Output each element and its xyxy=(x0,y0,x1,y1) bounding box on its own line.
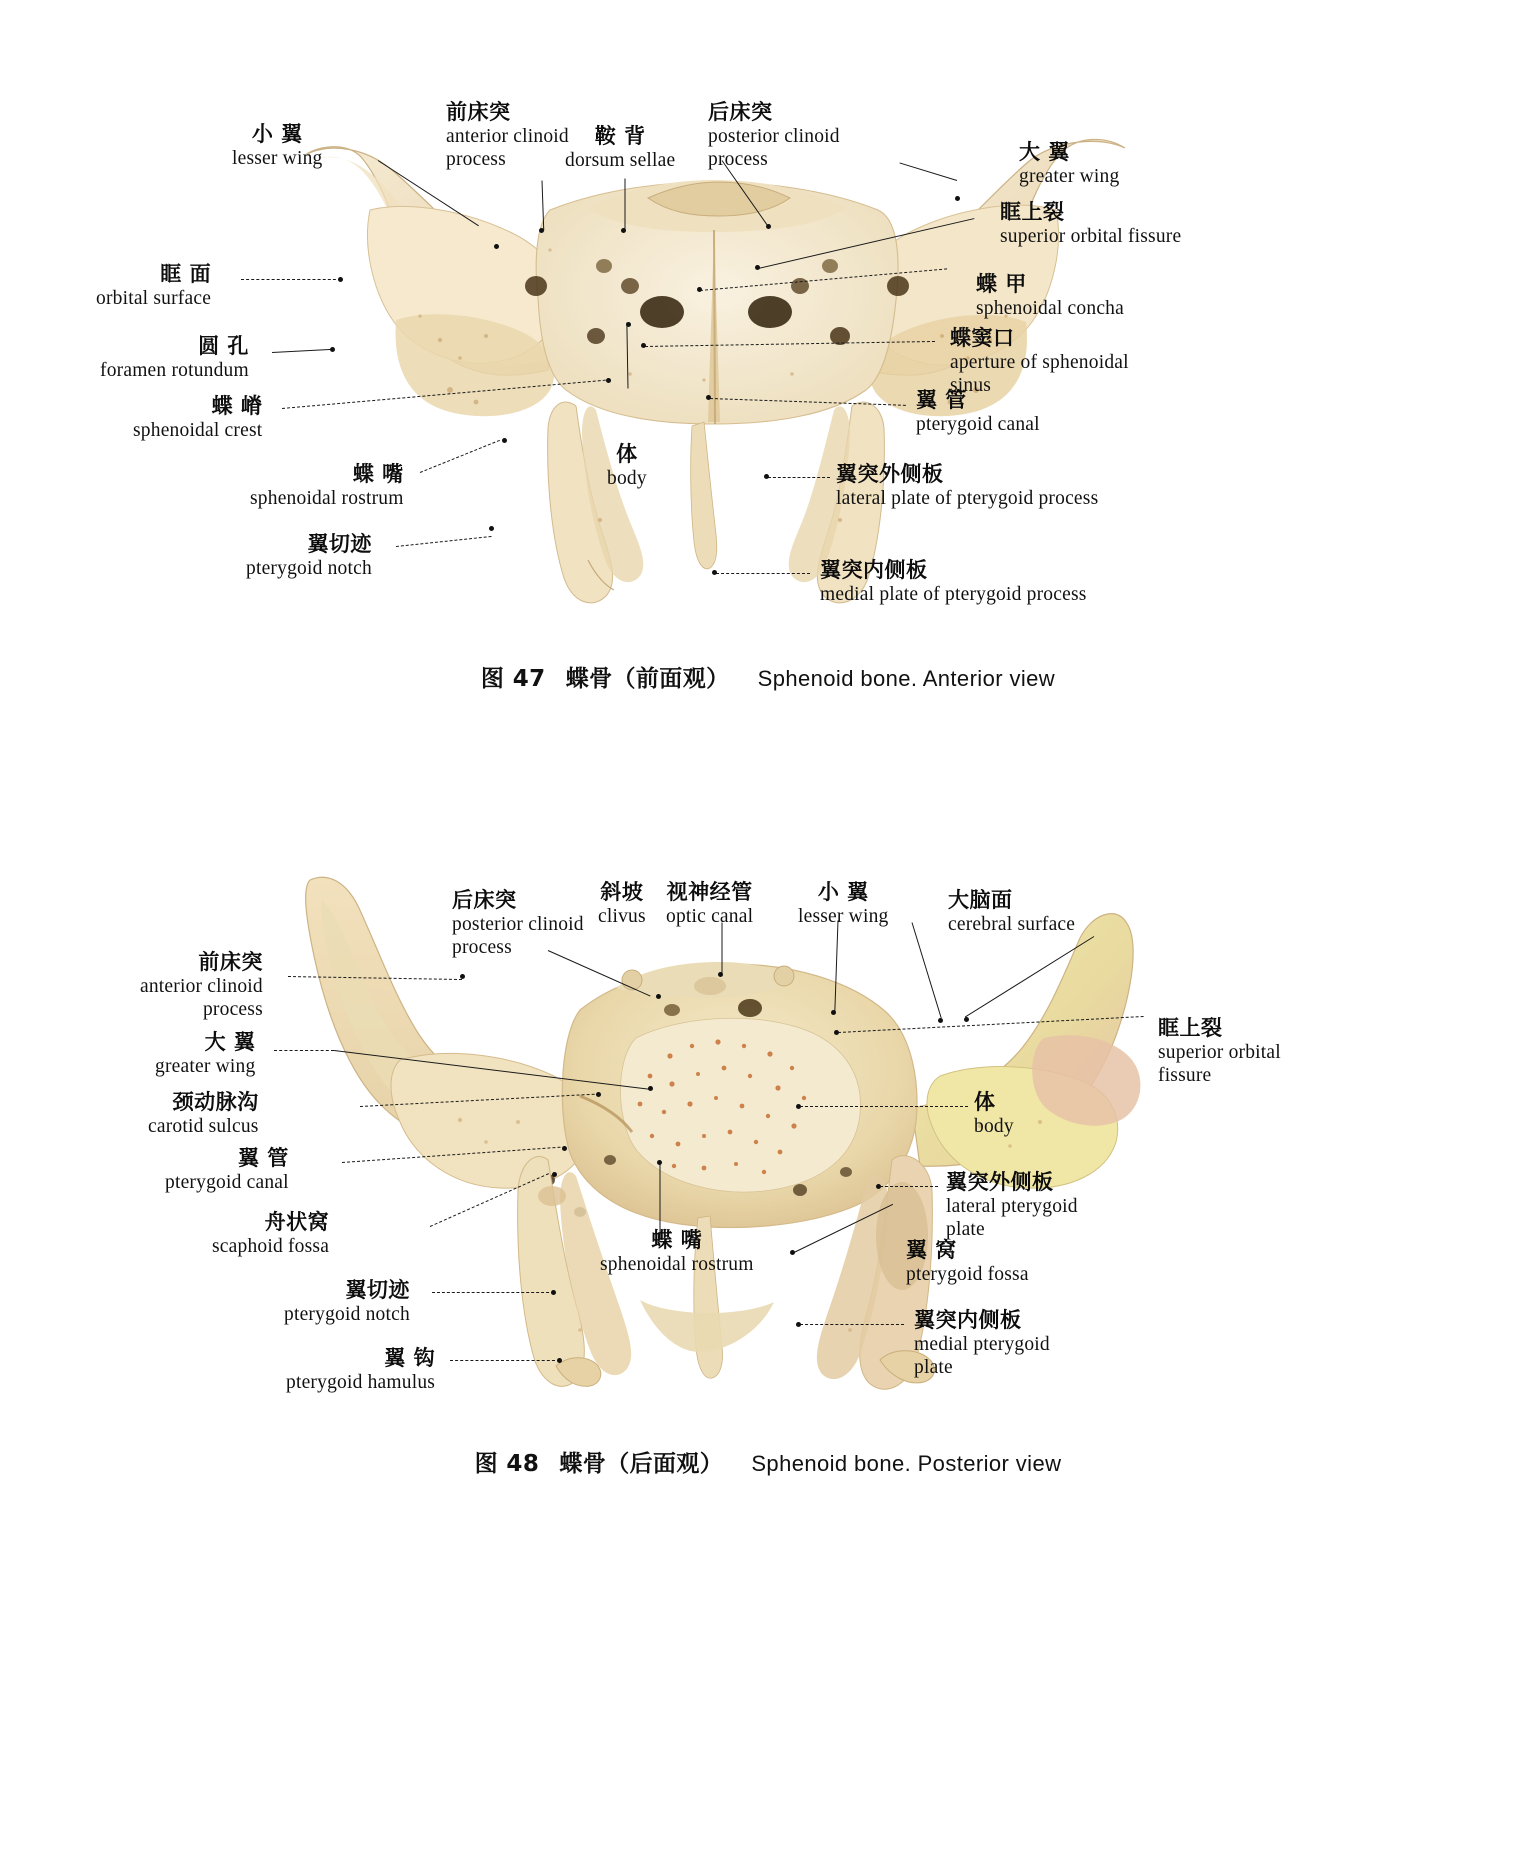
marker-pterygoid-canal xyxy=(706,395,711,400)
label-body-48 xyxy=(974,1090,1014,1138)
label-optic-canal-en: optic canal xyxy=(666,905,754,927)
label-medial-plate-of-pterygoid-process-en: medial plate of pterygoid process xyxy=(820,583,1087,605)
label-pterygoid-canal-en: pterygoid canal xyxy=(916,413,1040,435)
label-sphenoidal-rostrum xyxy=(250,462,404,510)
label-greater-wing-en: greater wing xyxy=(1019,165,1120,187)
marker-superior-orbital-fissure-48 xyxy=(834,1030,839,1035)
label-medial-pterygoid-plate xyxy=(914,1308,1050,1379)
label-greater-wing-48 xyxy=(155,1030,255,1078)
marker-optic-canal xyxy=(831,1010,836,1015)
label-cerebral-surface-cn: 大脑面 xyxy=(948,888,1013,912)
label-lateral-pterygoid-plate-en: lateral pterygoid plate xyxy=(946,1195,1078,1240)
marker-lateral-plate-pterygoid xyxy=(764,474,769,479)
label-medial-pterygoid-plate-cn: 翼突内侧板 xyxy=(914,1308,1022,1332)
label-scaphoid-fossa xyxy=(212,1210,329,1258)
label-medial-plate-of-pterygoid-process xyxy=(820,558,1087,606)
marker-greater-wing-48 xyxy=(648,1086,653,1091)
leader-body-48 xyxy=(800,1106,968,1107)
label-posterior-clinoid-process-48-en: posterior clinoid process xyxy=(452,913,584,958)
label-lateral-pterygoid-plate xyxy=(946,1170,1078,1241)
label-pterygoid-canal-48 xyxy=(165,1146,289,1194)
marker-medial-plate-pterygoid xyxy=(712,570,717,575)
marker-lesser-wing-48 xyxy=(938,1018,943,1023)
label-cerebral-surface xyxy=(948,888,1075,936)
label-superior-orbital-fissure-48-en: superior orbital fissure xyxy=(1158,1041,1281,1086)
label-cerebral-surface-en: cerebral surface xyxy=(948,913,1076,935)
label-anterior-clinoid-process-48-cn: 前床突 xyxy=(198,950,263,974)
label-pterygoid-fossa-en: pterygoid fossa xyxy=(906,1263,1029,1285)
marker-anterior-clinoid-48 xyxy=(460,974,465,979)
label-pterygoid-notch xyxy=(246,532,372,580)
figure-48-caption xyxy=(0,1445,1536,1478)
marker-pterygoid-notch xyxy=(489,526,494,531)
label-scaphoid-fossa-en: scaphoid fossa xyxy=(212,1235,330,1257)
figure-47-stage xyxy=(0,0,1536,840)
label-superior-orbital-fissure-cn: 眶上裂 xyxy=(1000,200,1065,224)
marker-foramen-rotundum xyxy=(330,347,335,352)
label-body-cn: 体 xyxy=(616,442,638,466)
label-dorsum-sellae-cn: 鞍 背 xyxy=(594,124,646,148)
figure-47-anterior-view xyxy=(0,0,1536,840)
label-sphenoidal-rostrum-cn: 蝶 嘴 xyxy=(352,462,404,486)
label-posterior-clinoid-process-48 xyxy=(452,888,584,959)
figure-47-caption-en: Sphenoid bone. Anterior view xyxy=(757,666,1056,691)
label-aperture-of-sphenoidal-sinus xyxy=(950,326,1129,397)
label-pterygoid-canal-48-cn: 翼 管 xyxy=(237,1146,289,1170)
label-sphenoidal-rostrum-en: sphenoidal rostrum xyxy=(250,487,404,509)
leader-pterygoid-notch-48 xyxy=(432,1292,554,1293)
marker-aperture-sphenoidal-sinus xyxy=(641,343,646,348)
label-sphenoidal-concha-cn: 蝶 甲 xyxy=(976,272,1027,296)
label-pterygoid-hamulus-cn: 翼 钩 xyxy=(384,1346,436,1370)
label-anterior-clinoid-process xyxy=(446,100,569,171)
label-carotid-sulcus-cn: 颈动脉沟 xyxy=(172,1090,259,1114)
marker-body xyxy=(626,322,631,327)
label-body-48-en: body xyxy=(974,1115,1014,1137)
label-pterygoid-fossa xyxy=(906,1238,1029,1286)
label-sphenoidal-rostrum-48 xyxy=(600,1228,754,1276)
label-orbital-surface-en: orbital surface xyxy=(96,287,212,309)
label-lesser-wing-48-cn: 小 翼 xyxy=(817,880,869,904)
leader-greater-wing-48 xyxy=(274,1050,334,1051)
marker-lesser-wing xyxy=(494,244,499,249)
label-lesser-wing xyxy=(232,122,322,170)
marker-sphenoidal-concha xyxy=(697,287,702,292)
label-anterior-clinoid-process-48-en: anterior clinoid process xyxy=(140,975,263,1020)
label-pterygoid-hamulus-en: pterygoid hamulus xyxy=(286,1371,436,1393)
label-pterygoid-hamulus xyxy=(286,1346,435,1394)
label-sphenoidal-rostrum-48-cn: 蝶 嘴 xyxy=(651,1228,703,1252)
figure-47-caption-number: 图 47 xyxy=(480,666,546,692)
leader-pterygoid-hamulus xyxy=(450,1360,560,1361)
marker-body-48 xyxy=(796,1104,801,1109)
label-aperture-of-sphenoidal-sinus-en: aperture of sphenoidal sinus xyxy=(950,351,1129,396)
figure-47-caption xyxy=(0,660,1536,693)
label-sphenoidal-concha-en: sphenoidal concha xyxy=(976,297,1124,319)
marker-pterygoid-notch-48 xyxy=(551,1290,556,1295)
label-lesser-wing-48-en: lesser wing xyxy=(798,905,889,927)
marker-clivus xyxy=(718,972,723,977)
label-orbital-surface xyxy=(96,262,211,310)
leader-orbital-surface xyxy=(241,279,341,280)
leader-medial-plate-pterygoid xyxy=(716,573,810,574)
label-medial-pterygoid-plate-en: medial pterygoid plate xyxy=(914,1333,1050,1378)
leader-lateral-plate-pterygoid xyxy=(768,477,830,478)
label-posterior-clinoid-process-48-cn: 后床突 xyxy=(452,888,517,912)
label-optic-canal-cn: 视神经管 xyxy=(666,880,753,904)
label-anterior-clinoid-process-48 xyxy=(140,950,263,1021)
label-superior-orbital-fissure-48-cn: 眶上裂 xyxy=(1158,1016,1223,1040)
label-pterygoid-fossa-cn: 翼 窝 xyxy=(906,1238,957,1262)
marker-orbital-surface xyxy=(338,277,343,282)
leader-dorsum-sellae xyxy=(625,179,626,231)
figure-48-posterior-view xyxy=(0,840,1536,1859)
label-anterior-clinoid-process-en: anterior clinoid process xyxy=(446,125,569,170)
label-lesser-wing-cn: 小 翼 xyxy=(251,122,303,146)
marker-scaphoid-fossa xyxy=(552,1172,557,1177)
label-sphenoidal-concha xyxy=(976,272,1124,320)
label-sphenoidal-crest-en: sphenoidal crest xyxy=(133,419,263,441)
marker-posterior-clinoid xyxy=(766,224,771,229)
label-lateral-plate-of-pterygoid-process-cn: 翼突外侧板 xyxy=(836,462,944,486)
label-pterygoid-canal-48-en: pterygoid canal xyxy=(165,1171,289,1193)
marker-pterygoid-fossa xyxy=(790,1250,795,1255)
label-aperture-of-sphenoidal-sinus-cn: 蝶窦口 xyxy=(950,326,1015,350)
label-pterygoid-notch-48-cn: 翼切迹 xyxy=(345,1278,410,1302)
label-pterygoid-canal xyxy=(916,388,1040,436)
label-posterior-clinoid-process-en: posterior clinoid process xyxy=(708,125,840,170)
label-lesser-wing-48 xyxy=(798,880,888,928)
label-greater-wing-48-en: greater wing xyxy=(155,1055,256,1077)
label-sphenoidal-crest xyxy=(133,394,262,442)
figure-47-caption-cn: 蝶骨（前面观） xyxy=(565,666,730,692)
figure-48-caption-en: Sphenoid bone. Posterior view xyxy=(751,1451,1062,1476)
label-foramen-rotundum-cn: 圆 孔 xyxy=(198,334,249,358)
label-greater-wing xyxy=(1019,140,1119,188)
label-superior-orbital-fissure-en: superior orbital fissure xyxy=(1000,225,1182,247)
marker-cerebral-surface xyxy=(964,1017,969,1022)
label-dorsum-sellae xyxy=(565,124,675,172)
label-body-en: body xyxy=(607,467,647,489)
label-sphenoidal-crest-cn: 蝶 嵴 xyxy=(211,394,263,418)
marker-medial-pterygoid-plate xyxy=(796,1322,801,1327)
marker-carotid-sulcus xyxy=(596,1092,601,1097)
marker-greater-wing xyxy=(955,196,960,201)
marker-sphenoidal-rostrum-48 xyxy=(657,1160,662,1165)
label-greater-wing-cn: 大 翼 xyxy=(1019,140,1070,164)
label-posterior-clinoid-process xyxy=(708,100,840,171)
label-lateral-plate-of-pterygoid-process-en: lateral plate of pterygoid process xyxy=(836,487,1099,509)
figure-48-caption-number: 图 48 xyxy=(474,1451,540,1477)
label-superior-orbital-fissure-48 xyxy=(1158,1016,1281,1087)
label-pterygoid-notch-cn: 翼切迹 xyxy=(307,532,372,556)
label-scaphoid-fossa-cn: 舟状窝 xyxy=(264,1210,330,1234)
label-medial-plate-of-pterygoid-process-cn: 翼突内侧板 xyxy=(820,558,928,582)
label-body xyxy=(607,442,647,490)
marker-sphenoidal-rostrum xyxy=(502,438,507,443)
label-pterygoid-canal-cn: 翼 管 xyxy=(916,388,967,412)
marker-pterygoid-hamulus xyxy=(557,1358,562,1363)
label-anterior-clinoid-process-cn: 前床突 xyxy=(446,100,511,124)
leader-clivus xyxy=(722,923,723,975)
label-foramen-rotundum-en: foramen rotundum xyxy=(100,359,249,381)
label-lateral-plate-of-pterygoid-process xyxy=(836,462,1098,510)
label-superior-orbital-fissure xyxy=(1000,200,1181,248)
label-clivus-cn: 斜坡 xyxy=(600,880,644,904)
label-pterygoid-notch-48-en: pterygoid notch xyxy=(284,1303,410,1325)
label-pterygoid-notch-en: pterygoid notch xyxy=(246,557,372,579)
marker-anterior-clinoid xyxy=(539,228,544,233)
label-clivus-en: clivus xyxy=(598,905,646,927)
label-carotid-sulcus-en: carotid sulcus xyxy=(148,1115,259,1137)
figure-48-stage xyxy=(0,840,1536,1859)
label-pterygoid-notch-48 xyxy=(284,1278,410,1326)
label-carotid-sulcus xyxy=(148,1090,259,1138)
marker-pterygoid-canal-48 xyxy=(562,1146,567,1151)
leader-lateral-pterygoid-plate xyxy=(880,1186,938,1187)
marker-superior-orbital-fissure xyxy=(755,265,760,270)
label-lesser-wing-en: lesser wing xyxy=(232,147,323,169)
label-posterior-clinoid-process-cn: 后床突 xyxy=(708,100,773,124)
label-orbital-surface-cn: 眶 面 xyxy=(160,262,212,286)
label-foramen-rotundum xyxy=(100,334,249,382)
label-body-48-cn: 体 xyxy=(974,1090,996,1114)
marker-dorsum-sellae xyxy=(621,228,626,233)
label-clivus xyxy=(598,880,646,928)
label-lateral-pterygoid-plate-cn: 翼突外侧板 xyxy=(946,1170,1054,1194)
figure-48-caption-cn: 蝶骨（后面观） xyxy=(559,1451,724,1477)
marker-lateral-pterygoid-plate xyxy=(876,1184,881,1189)
marker-posterior-clinoid-48 xyxy=(656,994,661,999)
label-optic-canal xyxy=(666,880,753,928)
label-sphenoidal-rostrum-48-en: sphenoidal rostrum xyxy=(600,1253,754,1275)
leader-medial-pterygoid-plate xyxy=(800,1324,904,1325)
label-greater-wing-48-cn: 大 翼 xyxy=(204,1030,256,1054)
marker-sphenoidal-crest xyxy=(606,378,611,383)
label-dorsum-sellae-en: dorsum sellae xyxy=(565,149,676,171)
